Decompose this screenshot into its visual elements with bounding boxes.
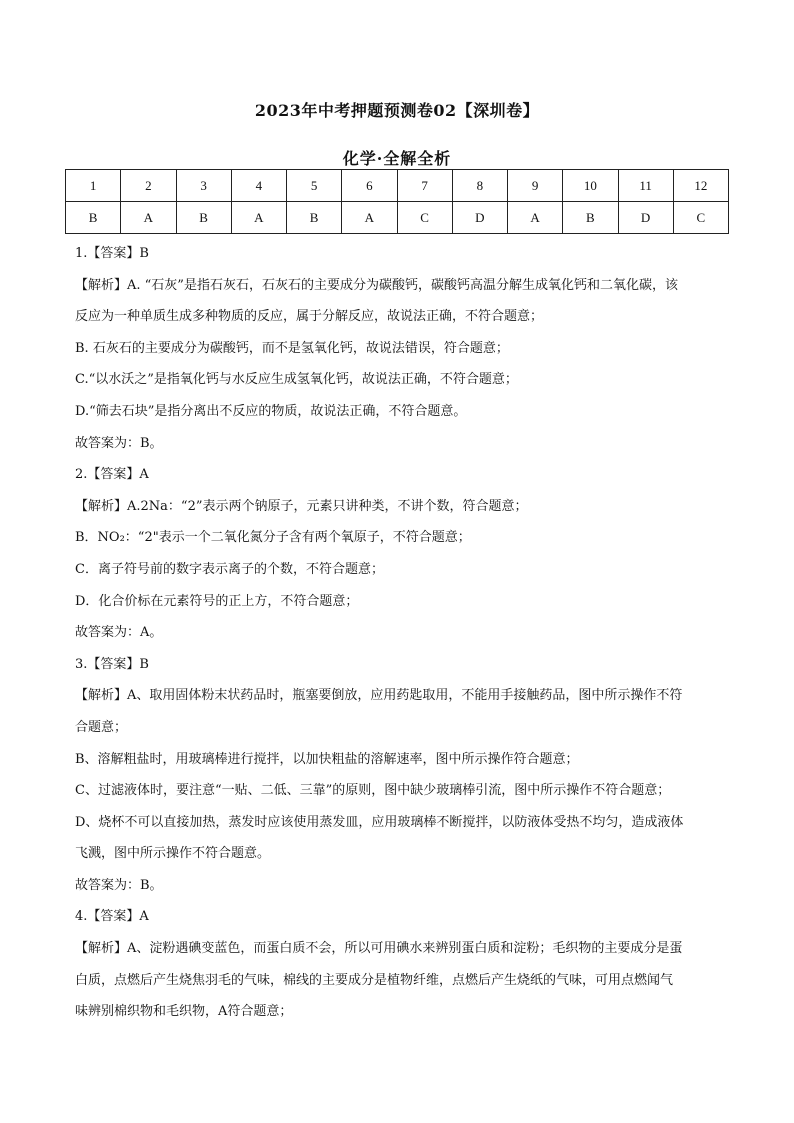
text-line: 白质，点燃后产生烧焦羽毛的气味，棉线的主要成分是植物纤维，点燃后产生烧纸的气味，可用点燃闻气 bbox=[75, 972, 674, 988]
text-line: 【解析】A. “石灰”是指石灰石，石灰石的主要成分为碳酸钙，碳酸钙高温分解生成氧化钙和二氧化碳，该 bbox=[75, 277, 678, 293]
answer-cell: A bbox=[231, 202, 286, 234]
text-line: 【解析】A、淀粉遇碘变蓝色，而蛋白质不会，所以可用碘水来辨别蛋白质和淀粉；毛织物的主要成分是蛋 bbox=[75, 941, 683, 957]
text-line: 【解析】A、取用固体粉末状药品时，瓶塞要倒放，应用药匙取用，不能用手接触药品，图中所示操作不符 bbox=[75, 688, 683, 704]
answer-cell: C bbox=[397, 202, 452, 234]
text-line: 故答案为：A。 bbox=[75, 625, 163, 641]
text-line: C.“以水沃之”是指氧化钙与水反应生成氢氧化钙，故说法正确，不符合题意； bbox=[75, 372, 518, 388]
answer-table-number-row bbox=[66, 170, 729, 202]
question-number-cell: 9 bbox=[508, 170, 563, 202]
text-line: 反应为一种单质生成多种物质的反应，属于分解反应，故说法正确，不符合题意； bbox=[75, 309, 544, 325]
answer-cell: D bbox=[452, 202, 507, 234]
answer-cell: C bbox=[673, 202, 728, 234]
page-subtitle: 化学·全解全析 bbox=[342, 149, 452, 168]
text-line: 4.【答案】A bbox=[75, 909, 149, 925]
question-number-cell: 12 bbox=[673, 170, 728, 202]
text-line: 3.【答案】B bbox=[75, 656, 149, 672]
text-line: D.“筛去石块”是指分离出不反应的物质，故说法正确，不符合题意。 bbox=[75, 403, 467, 419]
text-line: 1.【答案】B bbox=[75, 246, 149, 261]
solution-text bbox=[75, 238, 725, 1028]
text-line: 飞溅，图中所示操作不符合题意。 bbox=[75, 846, 271, 862]
answer-table-answer-row bbox=[66, 202, 729, 234]
text-line: B、溶解粗盐时，用玻璃棒进行搅拌，以加快粗盐的溶解速率，图中所示操作符合题意； bbox=[75, 751, 579, 767]
page-title: 2023年中考押题预测卷02【深圳卷】 bbox=[254, 101, 540, 120]
question-number-cell: 3 bbox=[176, 170, 231, 202]
answer-cell: A bbox=[121, 202, 176, 234]
text-line: 合题意； bbox=[75, 719, 128, 735]
answer-cell: B bbox=[176, 202, 231, 234]
question-number-cell: 8 bbox=[452, 170, 507, 202]
text-line: D．化合价标在元素符号的正上方，不符合题意； bbox=[75, 593, 359, 609]
answer-table bbox=[65, 169, 729, 234]
answer-cell: A bbox=[508, 202, 563, 234]
text-line: D、烧杯不可以直接加热，蒸发时应该使用蒸发皿，应用玻璃棒不断搅拌，以防液体受热不均匀，造成液体 bbox=[75, 814, 684, 830]
question-number-cell: 1 bbox=[66, 170, 121, 202]
text-line: B. 石灰石的主要成分为碳酸钙，而不是氢氧化钙，故说法错误，符合题意； bbox=[75, 340, 509, 356]
question-number-cell: 5 bbox=[287, 170, 342, 202]
answer-cell: B bbox=[287, 202, 342, 234]
question-number-cell: 11 bbox=[618, 170, 673, 202]
text-line: 味辨别棉织物和毛织物，A符合题意； bbox=[75, 1004, 293, 1020]
text-line: C．离子符号前的数字表示离子的个数，不符合题意； bbox=[75, 561, 384, 577]
answer-cell: D bbox=[618, 202, 673, 234]
answer-cell: B bbox=[563, 202, 618, 234]
text-line: 故答案为：B。 bbox=[75, 877, 163, 893]
answer-cell: A bbox=[342, 202, 397, 234]
answer-cell: B bbox=[66, 202, 121, 234]
text-line: 【解析】A.2Na：“2”表示两个钠原子，元素只讲种类，不讲个数，符合题意； bbox=[75, 498, 528, 514]
text-line: 2.【答案】A bbox=[75, 467, 149, 483]
question-number-cell: 2 bbox=[121, 170, 176, 202]
question-number-cell: 4 bbox=[231, 170, 286, 202]
text-line: C、过滤液体时，要注意“一贴、二低、三靠”的原则，图中缺少玻璃棒引流，图中所示操作不符合题意； bbox=[75, 783, 671, 799]
question-number-cell: 10 bbox=[563, 170, 618, 202]
question-number-cell: 7 bbox=[397, 170, 452, 202]
question-number-cell: 6 bbox=[342, 170, 397, 202]
text-line: 故答案为：B。 bbox=[75, 435, 163, 451]
text-line: B．NO₂：“2"表示一个二氧化氮分子含有两个氧原子，不符合题意； bbox=[75, 530, 471, 546]
